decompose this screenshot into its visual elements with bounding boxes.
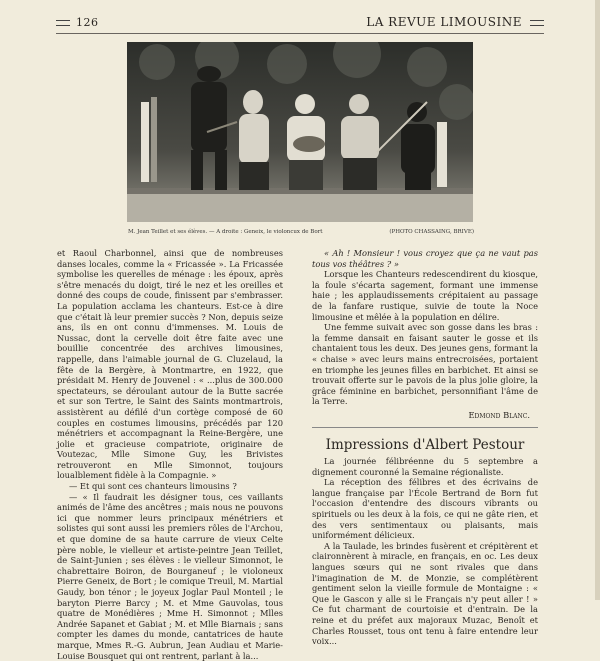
right-column [312, 248, 538, 647]
left-column [57, 248, 283, 661]
right-paragraph: Lorsque les Chanteurs redescendirent du kiosque, la foule s'écarta sagement, formant une immense haie ; les applaudissements crépitaient au passage de la fanfare rustique, suivie de toute la Noce limousine et mêlée à la population en délire. [312, 269, 538, 322]
section-paragraph: La réception des félibres et des écrivains de langue française par l'École Bertrand de Born fut l'occasion d'entendre des discours vibrants ou spirituels ou les deux à la fois, ce qui ne gâte rien, et des vers sentimentaux ou plaisants, mais uniformément délicieux. [312, 477, 538, 541]
musicians-photo [127, 42, 473, 222]
page-header [56, 14, 544, 34]
section-paragraph: A la Taulade, les brindes fusèrent et crépitèrent et claironnèrent à miracle, en français, en oc. Les deux langues sœurs qui ne sont rivales que dans l'imagination de M. de Monzie, se complétèrent gentiment selon la vieille formule de Montaigne : « Que le Gascon y alle si le Français n'y peut aller ! » Ce fut charmant de courtoisie et d'entrain. De la reine et du préfet aux majoraux Muzac, Benoît et Charles Rousset, tous ont tenu à faire entendre leur voix... [312, 540, 538, 647]
left-paragraph: et Raoul Charbonnel, ainsi que de nombreuses danses locales, comme la « Fricassée ». La Fricassée symbolise les querelles de ménage : les époux, après s'être menacés du doigt, tiré le nez et les oreilles et donné des coups de coude, finissent par s'embrasser. La population acclama les chanteurs. Est-ce à dire que c'était là leur premier succès ? Non, depuis seize ans, ils en ont connu d'immenses. M. Louis de Nussac, dont la cervelle doit être faite avec une bouillie concentrée des archives limousines, rappelle, dans l'aimable journal de G. Cluzelaud, la fête de la Bergère, à Montmartre, en 1922, que présidait M. Henry de Jouvenel : « ...plus de 300.000 spectateurs, se déroulant autour de la Butte sacrée et sur son Tertre, le Saint des Saints montmartrois, assistèrent au défilé d'un cortège composé de 60 couples en costumes limousins, précédés par 120 ménétriers et accompagnant la Reine-Bergère, une jolie et gracieuse compatriote, originaire de Voutezac, Mlle Simone Guy, les Brivistes retrouveront en Mlle Simonnot, toujours loualblement fidèle à la Compagnie. » [57, 248, 283, 481]
photo-illustration [127, 42, 473, 222]
right-paragraph-quote: « Ah ! Monsieur ! vous croyez que ça ne vaut pas tous vos théâtres ? » [312, 248, 538, 269]
section-paragraph: La journée félibréenne du 5 septembre a dignement couronné la Semaine régionaliste. [312, 456, 538, 477]
caption-credit: (PHOTO CHASSAING, BRIVE) [389, 229, 474, 235]
photo-caption [128, 229, 474, 235]
section-rule [312, 427, 538, 428]
caption-left: M. Jean Teillet et ses élèves. — A droite : Geneix, le violoncux de Bort [128, 229, 323, 235]
page-edge [595, 0, 600, 600]
header-ornament-left [56, 20, 70, 26]
author-signature: Edmond Blanc. [468, 409, 530, 420]
left-paragraph: — Et qui sont ces chanteurs limousins ? [69, 481, 237, 492]
header-ornament-right [530, 20, 544, 26]
right-paragraph: Une femme suivait avec son gosse dans les bras : la femme dansait en faisant sauter le gosse et ils chantaient tous les deux. Des jeunes gens, formant la « chaise » avec leurs mains entrecroisées, portaient en triomphe les jeunes filles en barbichet. Et ainsi se trouvait offerte sur le pavois de la plus jolie gloire, la grâce féminine en barbichet, personnifiant l'âme de la Terre. [312, 322, 538, 407]
running-title: LA REVUE LIMOUSINE [366, 15, 522, 29]
left-paragraph: — « Il faudrait les désigner tous, ces vaillants animés de l'âme des ancêtres ; mais nous ne pouvons ici que nommer leurs principaux ménétriers et solistes qui sont aussi les premiers rôles de l'Archou, et que domine de sa haute carrure de vieux Celte père noble, le vielleur et artiste-peintre Jean Teillet, de Saint-Junien ; ses élèves : le vielleur Simonnot, le chabrettaire Boiron, de Bourganeuf ; le violoneux Pierre Geneix, de Bort ; le comique Treuil, M. Martial Gaudy, bon ténor ; le joyeux Joglar Paul Monteil ; le baryton Pierre Barcy ; M. et Mme Gauvolas, tous quatre de Monédières ; Mme H. Simonnot ; Mlles Andrée Sapanet et Gabiat ; M. et Mlle Biarnais ; sans compter les dames du monde, cantatrices de haute marque, Mmes R.-G. Aubrun, Jean Audiau et Marie-Louise Bousquet qui ont rentrent, parlant à la... [57, 491, 284, 661]
page-number: 126 [76, 16, 99, 29]
section-title: Impressions d'Albert Pestour [325, 436, 525, 453]
header-rule [56, 33, 544, 34]
